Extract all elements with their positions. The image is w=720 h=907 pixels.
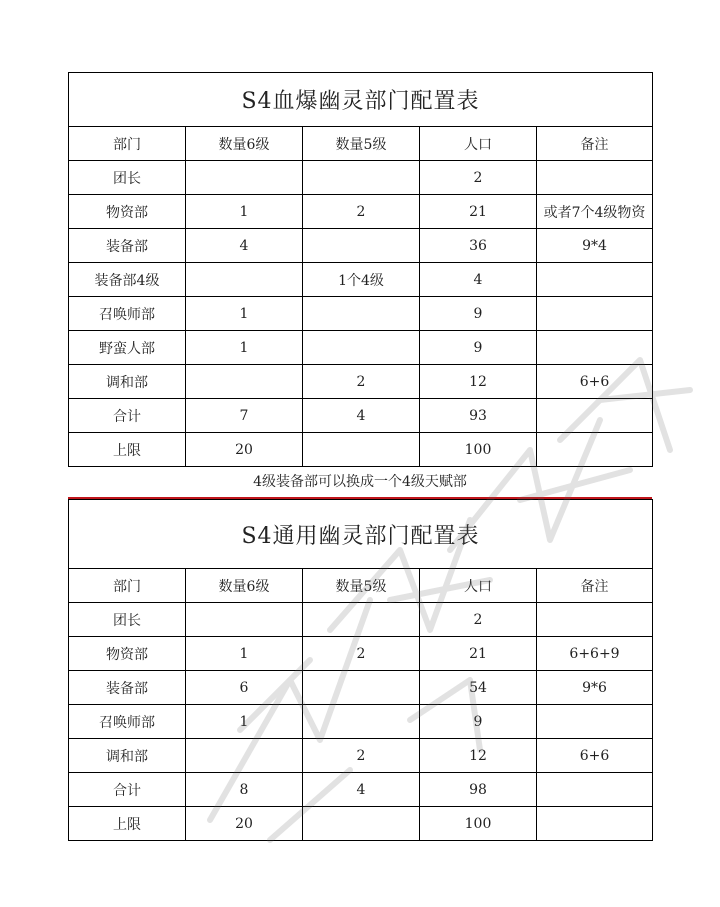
config-table-2 [68,499,653,841]
cell-department: 调和部 [69,739,186,773]
cell-remarks [537,603,653,637]
cell-department: 装备部 [69,671,186,705]
table-general-config [68,499,652,841]
cell-count-level5: 2 [303,739,420,773]
cell-count-level5 [303,433,420,467]
cell-population: 36 [420,229,537,263]
header-count-level5: 数量5级 [303,127,420,161]
cell-count-level5 [303,297,420,331]
cell-remarks [537,807,653,841]
cell-count-level6: 8 [186,773,303,807]
header-count-level6: 数量6级 [186,569,303,603]
table-row [69,229,653,263]
cell-remarks [537,161,653,195]
table-row [69,603,653,637]
cell-count-level6 [186,365,303,399]
cell-population: 12 [420,739,537,773]
footnote: 4级装备部可以换成一个4级天赋部 [253,474,467,490]
header-row [69,127,653,161]
cell-count-level6: 6 [186,671,303,705]
table-row [69,365,653,399]
table-row [69,671,653,705]
cell-population: 9 [420,705,537,739]
table-row [69,739,653,773]
cell-population: 12 [420,365,537,399]
cell-remarks [537,263,653,297]
cell-population: 9 [420,331,537,365]
table-row [69,263,653,297]
cell-count-level5: 4 [303,773,420,807]
table-row [69,399,653,433]
cell-count-level6 [186,603,303,637]
cell-department: 团长 [69,603,186,637]
table-title-row [69,73,653,127]
cell-count-level6: 1 [186,195,303,229]
cell-population: 9 [420,297,537,331]
cell-count-level5 [303,671,420,705]
table-row [69,331,653,365]
header-population: 人口 [420,127,537,161]
cell-department: 物资部 [69,637,186,671]
cell-count-level5 [303,807,420,841]
table-blood-burst-config [68,72,652,467]
config-table-1 [68,72,653,467]
header-count-level5: 数量5级 [303,569,420,603]
cell-count-level5 [303,331,420,365]
cell-count-level6 [186,739,303,773]
header-department: 部门 [69,569,186,603]
cell-count-level5 [303,161,420,195]
cell-count-level5: 2 [303,637,420,671]
cell-remarks: 9*6 [537,671,653,705]
table-row [69,195,653,229]
header-remarks: 备注 [537,569,653,603]
cell-department: 合计 [69,773,186,807]
header-row [69,569,653,603]
cell-remarks [537,399,653,433]
cell-population: 2 [420,603,537,637]
cell-department: 上限 [69,433,186,467]
cell-remarks [537,773,653,807]
cell-count-level6: 7 [186,399,303,433]
cell-population: 100 [420,433,537,467]
cell-department: 装备部4级 [69,263,186,297]
cell-department: 上限 [69,807,186,841]
cell-count-level6: 1 [186,331,303,365]
cell-department: 召唤师部 [69,297,186,331]
cell-remarks: 9*4 [537,229,653,263]
cell-remarks [537,705,653,739]
cell-population: 98 [420,773,537,807]
table-title-row [69,500,653,569]
cell-count-level5 [303,705,420,739]
cell-remarks: 6+6+9 [537,637,653,671]
cell-department: 召唤师部 [69,705,186,739]
cell-population: 93 [420,399,537,433]
cell-department: 合计 [69,399,186,433]
cell-remarks [537,331,653,365]
cell-population: 21 [420,195,537,229]
table-row [69,773,653,807]
cell-count-level6: 4 [186,229,303,263]
cell-count-level5 [303,229,420,263]
header-population: 人口 [420,569,537,603]
cell-remarks: 6+6 [537,739,653,773]
cell-count-level6: 20 [186,433,303,467]
cell-count-level5: 2 [303,195,420,229]
cell-count-level6: 20 [186,807,303,841]
cell-count-level6: 1 [186,705,303,739]
cell-remarks: 或者7个4级物资 [537,195,653,229]
cell-count-level6: 1 [186,297,303,331]
table-row [69,433,653,467]
cell-department: 团长 [69,161,186,195]
table-row [69,297,653,331]
cell-population: 2 [420,161,537,195]
cell-population: 54 [420,671,537,705]
cell-count-level5: 2 [303,365,420,399]
cell-population: 100 [420,807,537,841]
header-remarks: 备注 [537,127,653,161]
cell-population: 4 [420,263,537,297]
table-title: S4血爆幽灵部门配置表 [69,73,653,127]
cell-count-level6: 1 [186,637,303,671]
table-row [69,705,653,739]
cell-department: 野蛮人部 [69,331,186,365]
header-count-level6: 数量6级 [186,127,303,161]
table-row [69,161,653,195]
cell-remarks [537,297,653,331]
cell-department: 物资部 [69,195,186,229]
cell-count-level5 [303,603,420,637]
table-row [69,637,653,671]
table-row [69,807,653,841]
cell-count-level6 [186,263,303,297]
cell-count-level5: 1个4级 [303,263,420,297]
cell-department: 装备部 [69,229,186,263]
cell-population: 21 [420,637,537,671]
cell-count-level6 [186,161,303,195]
cell-remarks [537,433,653,467]
cell-count-level5: 4 [303,399,420,433]
table-title: S4通用幽灵部门配置表 [69,500,653,569]
header-department: 部门 [69,127,186,161]
cell-department: 调和部 [69,365,186,399]
cell-remarks: 6+6 [537,365,653,399]
